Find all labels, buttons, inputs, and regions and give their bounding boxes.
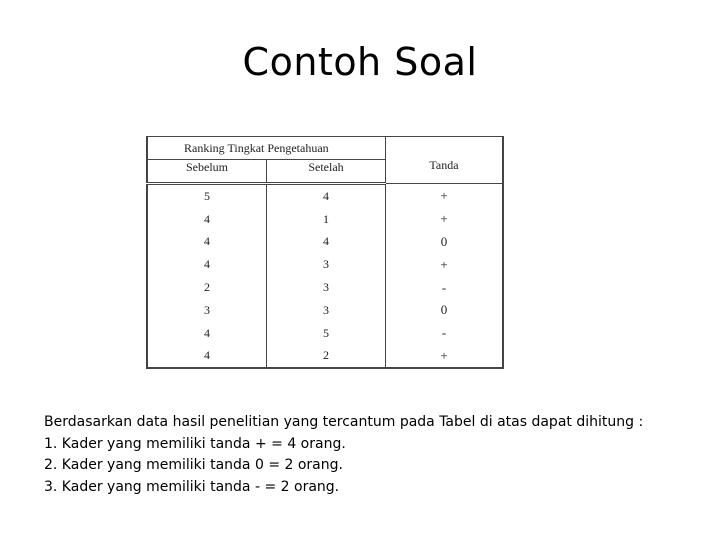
table-row bbox=[147, 276, 503, 299]
cell-before: 3 bbox=[147, 299, 267, 322]
cell-after: 4 bbox=[267, 231, 386, 254]
cell-sign: - bbox=[386, 276, 504, 299]
cell-after: 1 bbox=[267, 208, 386, 231]
column-header-sign: Tanda bbox=[386, 137, 504, 184]
table-row bbox=[147, 208, 503, 231]
cell-sign: - bbox=[386, 322, 504, 345]
cell-before: 4 bbox=[147, 208, 267, 231]
explanation-item: 3. Kader yang memiliki tanda - = 2 orang. bbox=[44, 478, 340, 495]
cell-after: 4 bbox=[267, 184, 386, 208]
cell-after: 3 bbox=[267, 253, 386, 276]
ranking-table-figure bbox=[146, 136, 504, 372]
cell-sign: + bbox=[386, 253, 504, 276]
slide-title: Contoh Soal bbox=[242, 40, 478, 84]
explanation-item: 2. Kader yang memiliki tanda 0 = 2 orang. bbox=[44, 457, 343, 473]
explanation-text bbox=[44, 412, 684, 498]
table-row bbox=[147, 322, 503, 345]
cell-before: 5 bbox=[147, 184, 267, 208]
explanation-intro: Berdasarkan data hasil penelitian yang tercantum pada Tabel di atas dapat dihitung : bbox=[44, 414, 644, 430]
cell-before: 4 bbox=[147, 322, 267, 345]
cell-sign: 0 bbox=[386, 231, 504, 254]
cell-before: 4 bbox=[147, 345, 267, 369]
cell-after: 3 bbox=[267, 276, 386, 299]
table-row bbox=[147, 345, 503, 369]
cell-sign: + bbox=[386, 345, 504, 369]
column-header-before: Sebelum bbox=[147, 160, 267, 184]
cell-after: 3 bbox=[267, 299, 386, 322]
cell-before: 2 bbox=[147, 276, 267, 299]
cell-after: 2 bbox=[267, 345, 386, 369]
table-row bbox=[147, 253, 503, 276]
ranking-table bbox=[146, 136, 504, 369]
cell-sign: + bbox=[386, 184, 504, 208]
column-header-after: Setelah bbox=[267, 160, 386, 184]
table-row bbox=[147, 184, 503, 208]
cell-after: 5 bbox=[267, 322, 386, 345]
cell-sign: 0 bbox=[386, 299, 504, 322]
cell-before: 4 bbox=[147, 231, 267, 254]
cell-before: 4 bbox=[147, 253, 267, 276]
table-row bbox=[147, 231, 503, 254]
group-header: Ranking Tingkat Pengetahuan bbox=[147, 137, 386, 160]
table-row bbox=[147, 299, 503, 322]
cell-sign: + bbox=[386, 208, 504, 231]
explanation-item: 1. Kader yang memiliki tanda + = 4 orang. bbox=[44, 435, 346, 452]
